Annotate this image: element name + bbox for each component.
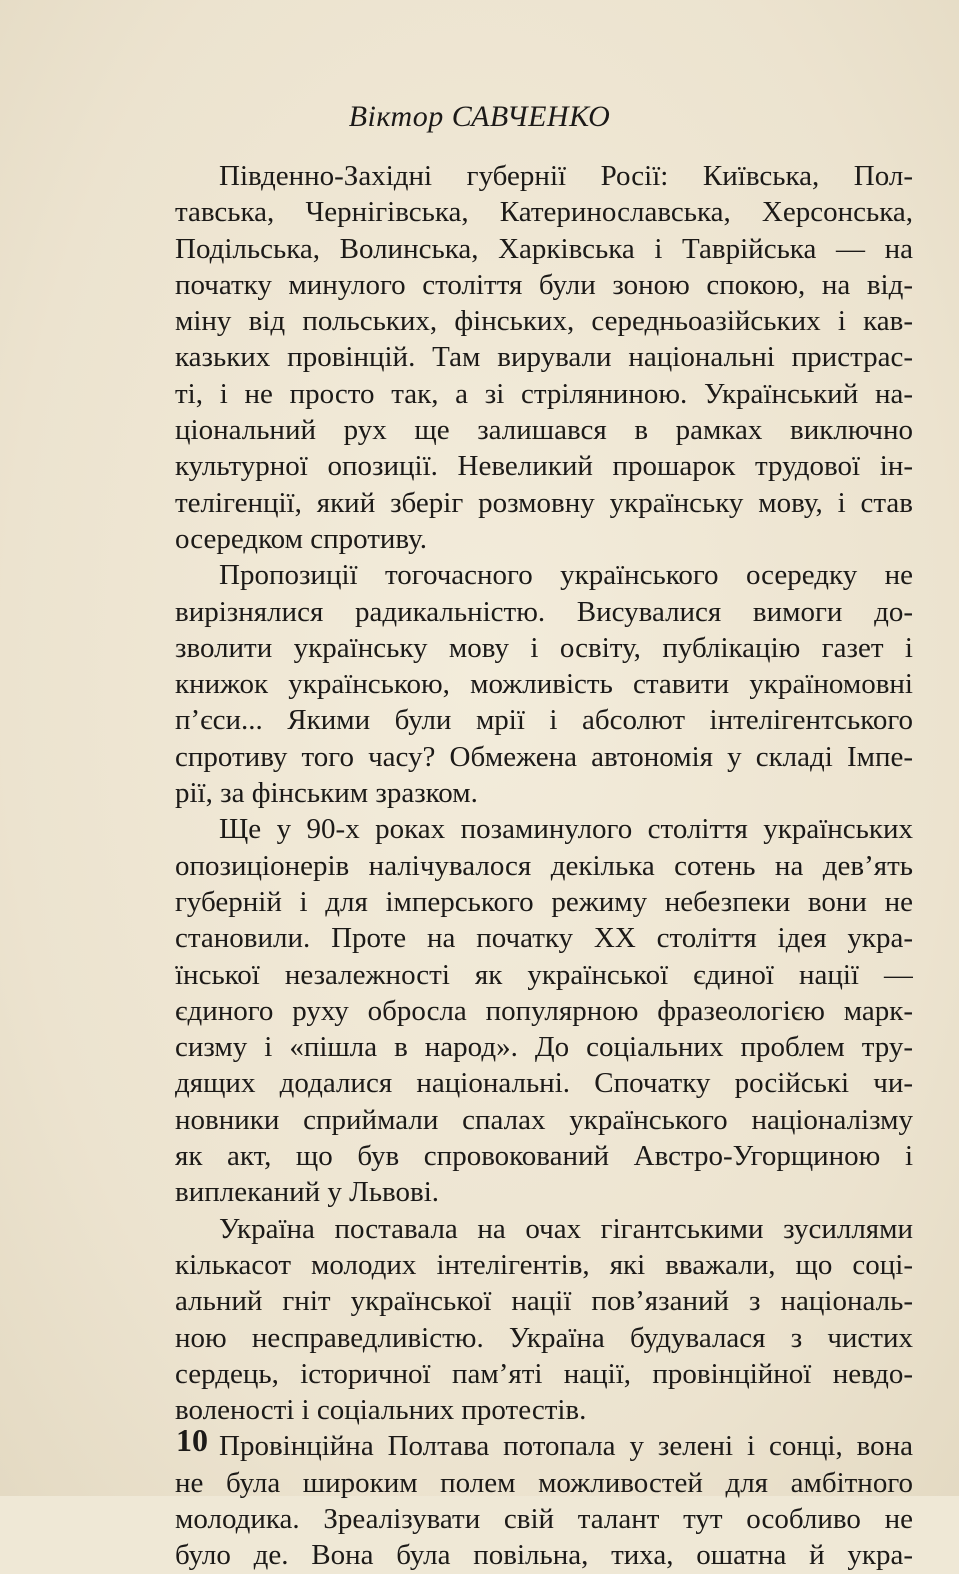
text-line: Україна поставала на очах гігантськими зусиллями xyxy=(219,1212,913,1245)
body-text xyxy=(175,158,913,1574)
page-number: 10 xyxy=(176,1422,208,1458)
text-line: спротиву того часу? Обмежена автономія у складі Імпе- xyxy=(175,740,913,773)
text-line: вирізнялися радикальністю. Висувалися вимоги до- xyxy=(175,595,913,628)
text-line: рії, за фінським зразком. xyxy=(175,777,478,810)
text-line: не була широким полем можливостей для амбітного xyxy=(175,1466,913,1499)
text-line: культурної опозиції. Невеликий прошарок трудової ін- xyxy=(175,450,913,483)
text-line: було де. Вона була повільна, тиха, ошатна й укра- xyxy=(175,1539,913,1572)
text-line: тавська, Чернігівська, Катеринославська, Херсонська, xyxy=(175,196,913,229)
text-line: як акт, що був спровокований Австро-Угорщиною і xyxy=(175,1140,913,1173)
text-line: телігенції, який зберіг розмовну українську мову, і став xyxy=(175,486,913,519)
text-line: виплеканий у Львові. xyxy=(175,1176,440,1209)
text-line: книжок українською, можливість ставити україномовні xyxy=(175,668,913,701)
text-line: їнської незалежності як української єдиної нації — xyxy=(175,958,913,991)
text-line: Ще у 90-х роках позаминулого століття українських xyxy=(219,813,913,846)
text-line: становили. Проте на початку XX століття ідея укра- xyxy=(175,922,913,955)
text-line: Пропозиції тогочасного українського осередку не xyxy=(219,559,913,592)
text-line: зволити українську мову і освіту, публікацію газет і xyxy=(175,631,913,664)
text-line: єдиного руху обросла популярною фразеологією марк- xyxy=(175,994,913,1027)
text-line: осередком спротиву. xyxy=(175,522,427,555)
text-line: Південно-Західні губернії Росії: Київська, Пол- xyxy=(219,160,913,192)
text-line: опозиціонерів налічувалося декілька сотень на дев’ять xyxy=(175,849,913,882)
text-line: міну від польських, фінських, середньоазійських і кав- xyxy=(175,305,913,338)
text-line: новники сприймали спалах українського націоналізму xyxy=(175,1103,913,1136)
text-line: губерній і для імперського режиму небезпеки вони не xyxy=(175,885,913,918)
text-line: молодика. Зреалізувати свій талант тут особливо не xyxy=(175,1502,913,1535)
text-line: казьких провінцій. Там вирували національні пристрас- xyxy=(175,341,913,374)
running-head: Віктор САВЧЕНКО xyxy=(348,100,611,133)
text-line: дящих додалися національні. Спочатку російські чи- xyxy=(175,1067,913,1100)
text-line: сердець, історичної пам’яті нації, провінційної невдо- xyxy=(175,1357,913,1390)
text-line: кількасот молодих інтелігентів, які вважали, що соці- xyxy=(175,1248,913,1281)
text-line: Подільська, Волинська, Харківська і Таврійська — на xyxy=(175,232,913,265)
text-line: воленості і соціальних протестів. xyxy=(175,1394,587,1427)
text-line: Провінційна Полтава потопала у зелені і сонці, вона xyxy=(219,1430,913,1463)
text-line: сизму і «пішла в народ». До соціальних проблем тру- xyxy=(175,1031,913,1064)
text-line: ною несправедливістю. Україна будувалася з чистих xyxy=(175,1321,913,1354)
text-line: альний гніт української нації пов’язаний з національ- xyxy=(175,1285,913,1318)
text-line: п’єси... Якими були мрії і абсолют інтелігентського xyxy=(175,704,913,737)
text-line: початку минулого століття були зоною спокою, на від- xyxy=(175,268,913,301)
text-line: ціональний рух ще залишався в рамках виключно xyxy=(175,414,913,447)
text-line: ті, і не просто так, а зі стріляниною. Український на- xyxy=(175,377,913,410)
